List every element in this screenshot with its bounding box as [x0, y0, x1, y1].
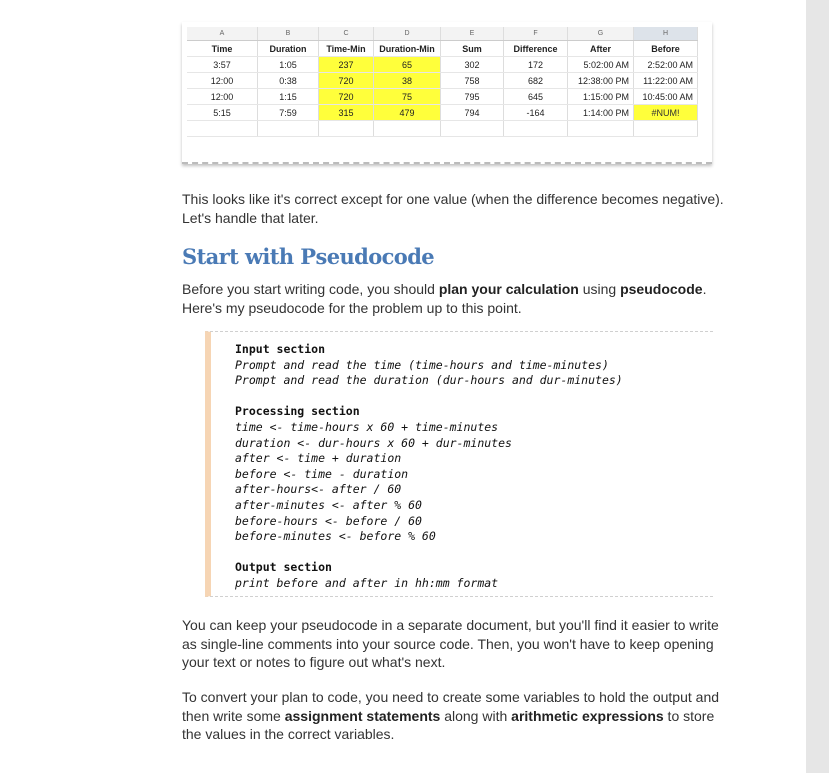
highlighted-cell: 75: [374, 89, 441, 105]
highlighted-cell: 237: [319, 57, 374, 73]
code-line: Prompt and read the duration (dur-hours and dur-minutes): [235, 373, 623, 388]
table-cell: 1:14:00 PM: [568, 105, 634, 121]
text: To convert your plan to code, you need to create some variables to hold the output and then write some: [182, 689, 720, 724]
code-line: print before and after in hh:mm format: [235, 575, 499, 590]
code-line: Prompt and read the time (time-hours and time-minutes): [235, 357, 609, 372]
header-cell: Sum: [441, 41, 504, 57]
column-letter-row: [187, 27, 698, 41]
table-cell: 795: [441, 89, 504, 105]
column-header-g: G: [568, 27, 634, 41]
header-cell: Time: [187, 41, 258, 57]
text: to store the values in the correct variables.: [182, 707, 715, 742]
table-cell: -164: [504, 105, 568, 121]
bold-term: arithmetic expressions: [511, 707, 664, 724]
section-heading: Start with Pseudocode: [182, 244, 435, 269]
code-line: after-minutes <- after % 60: [235, 497, 422, 512]
spreadsheet-table: [187, 27, 698, 137]
column-header-c: C: [319, 27, 374, 41]
table-cell: 302: [441, 57, 504, 73]
header-row: [187, 41, 698, 57]
table-cell: 5:02:00 AM: [568, 57, 634, 73]
bold-term: pseudocode: [620, 281, 703, 297]
table-cell: 794: [441, 105, 504, 121]
table-cell: 682: [504, 73, 568, 89]
table-cell: 1:15: [258, 89, 319, 105]
code-line: time <- time-hours x 60 + time-minutes: [235, 419, 499, 434]
code-line: after <- time + duration: [235, 451, 402, 466]
vertical-scrollbar[interactable]: [806, 0, 829, 773]
table-cell: 2:52:00 AM: [634, 57, 698, 73]
code-line: before-minutes <- before % 60: [235, 529, 436, 544]
table-row: [187, 57, 698, 73]
table-cell: 1:05: [258, 57, 319, 73]
highlighted-cell: 720: [319, 73, 374, 89]
header-cell: After: [568, 41, 634, 57]
column-header-a: A: [187, 27, 258, 41]
table-cell: 1:15:00 PM: [568, 89, 634, 105]
table-cell: 7:59: [258, 105, 319, 121]
text: Before you start writing code, you should: [182, 281, 439, 297]
error-cell: #NUM!: [634, 105, 698, 121]
highlighted-cell: 479: [374, 105, 441, 121]
header-cell: Duration: [258, 41, 319, 57]
bold-term: plan your calculation: [438, 281, 579, 297]
highlighted-cell: 315: [319, 105, 374, 121]
header-cell: Time-Min: [319, 41, 374, 57]
text: . Here's my pseudocode for the problem up to this point.: [182, 281, 707, 316]
table-cell: 5:15: [187, 105, 258, 121]
bold-term: assignment statements: [284, 707, 441, 724]
code-line: duration <- dur-hours x 60 + dur-minutes: [235, 435, 512, 450]
table-cell: 12:00: [187, 73, 258, 89]
highlighted-cell: 65: [374, 57, 441, 73]
table-cell: 3:57: [187, 57, 258, 73]
input-section-title: Input section: [235, 342, 326, 356]
table-cell: 758: [441, 73, 504, 89]
empty-row: [187, 121, 698, 137]
text: along with: [440, 707, 512, 724]
processing-section-title: Processing section: [235, 404, 360, 419]
text: using: [578, 281, 621, 297]
paragraph-pseudocode-intro: [182, 280, 727, 317]
paragraph-convert-plan: [182, 688, 727, 744]
pseudocode-text: [235, 342, 623, 592]
table-row: [187, 89, 698, 105]
table-row: [187, 105, 698, 121]
highlighted-cell: 38: [374, 73, 441, 89]
output-section-title: Output section: [235, 560, 332, 575]
table-cell: 11:22:00 AM: [634, 73, 698, 89]
code-line: after-hours<- after / 60: [235, 482, 402, 497]
column-header-b: B: [258, 27, 319, 41]
column-header-e: E: [441, 27, 504, 41]
column-header-d: D: [374, 27, 441, 41]
column-header-f: F: [504, 27, 568, 41]
table-cell: 10:45:00 AM: [634, 89, 698, 105]
code-line: before-hours <- before / 60: [235, 513, 422, 528]
table-cell: 0:38: [258, 73, 319, 89]
pseudocode-block: [205, 331, 713, 597]
column-header-h: H: [634, 27, 698, 41]
highlighted-cell: 720: [319, 89, 374, 105]
table-cell: 172: [504, 57, 568, 73]
code-line: before <- time - duration: [235, 466, 409, 481]
table-cell: 12:38:00 PM: [568, 73, 634, 89]
spreadsheet-screenshot: [182, 22, 712, 164]
paragraph-result-note: This looks like it's correct except for one value (when the difference becomes negative). Let's handle that later.: [182, 191, 724, 226]
table-row: [187, 73, 698, 89]
table-cell: 12:00: [187, 89, 258, 105]
header-cell: Difference: [504, 41, 568, 57]
header-cell: Before: [634, 41, 698, 57]
table-cell: 645: [504, 89, 568, 105]
paragraph-comments-tip: You can keep your pseudocode in a separate document, but you'll find it easier to write as single-line comments into your source code. Then, you won't have to keep opening your text or notes to figure out what's next.: [182, 617, 719, 670]
header-cell: Duration-Min: [374, 41, 441, 57]
